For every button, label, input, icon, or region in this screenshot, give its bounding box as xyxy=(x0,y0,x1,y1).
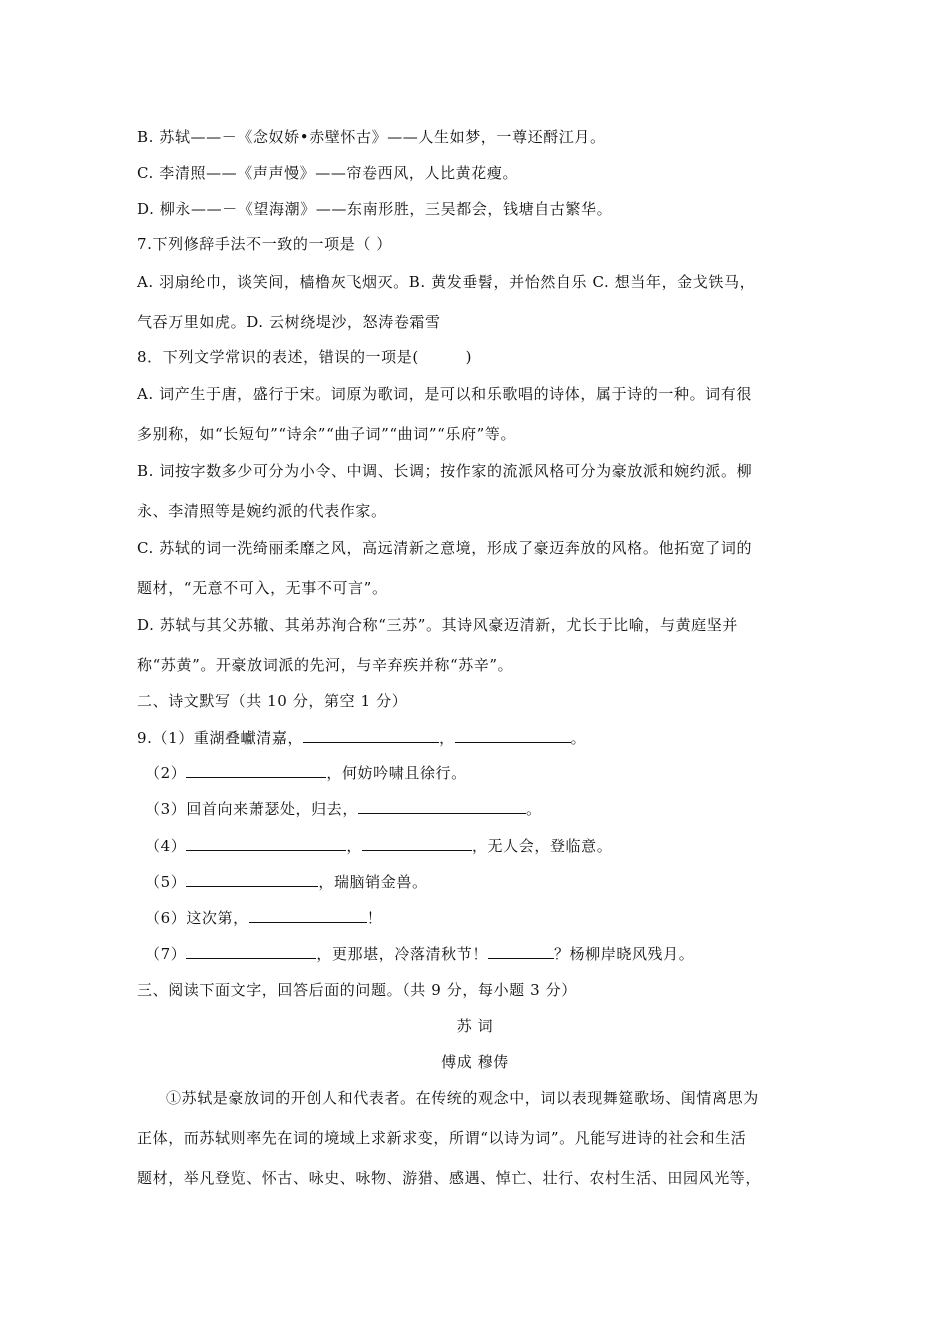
article-paragraph-line2: 正体，而苏轼则率先在词的境域上求新求变，所谓“以诗为词”。凡能写进诗的社会和生活 xyxy=(137,1129,747,1147)
answer-blank[interactable] xyxy=(186,872,318,887)
article-paragraph-line1: ①苏轼是豪放词的开创人和代表者。在传统的观念中，词以表现舞筵歌场、闺情离思为 xyxy=(166,1089,759,1107)
dictation-text: ， xyxy=(439,729,455,747)
dictation-text: 。 xyxy=(570,729,587,747)
q7-stem: 7.下列修辞手法不一致的一项是（ ） xyxy=(137,235,392,253)
dictation-line-2 xyxy=(145,763,467,783)
dictation-text: ，瑞脑销金兽。 xyxy=(318,873,428,891)
dictation-line-7 xyxy=(145,944,694,964)
dictation-text: （3）回首向来萧瑟处，归去， xyxy=(145,800,358,818)
q8-option-c-line2: 题材，“无意不可入，无事不可言”。 xyxy=(137,579,388,597)
q7-options-line2: 气吞万里如虎。D. 云树绕堤沙，怒涛卷霜雪 xyxy=(137,313,441,331)
dictation-text: ，无人会，登临意。 xyxy=(471,837,613,855)
dictation-text: ？杨柳岸晓风残月。 xyxy=(553,945,695,963)
dictation-line-4 xyxy=(145,836,612,856)
dictation-text: （2） xyxy=(145,764,187,782)
q6-option-c: C. 李清照——《声声慢》——帘卷西风，人比黄花瘦。 xyxy=(137,164,519,182)
q8-option-a-line2: 多别称，如“长短句”“诗余”“曲子词”“曲词”“乐府”等。 xyxy=(137,425,517,443)
q6-option-b: B. 苏轼——－《念奴娇•赤壁怀古》——人生如梦，一尊还酹江月。 xyxy=(137,128,606,146)
section2-heading: 二、诗文默写（共 10 分，第空 1 分） xyxy=(137,692,408,710)
dictation-text: ，更那堪，冷落清秋节！ xyxy=(316,945,488,963)
dictation-line-3 xyxy=(145,799,542,819)
dictation-text: （4） xyxy=(145,837,187,855)
q8-option-d-line2: 称“苏黄”。开豪放词派的先河，与辛弃疾并称“苏辛”。 xyxy=(137,656,514,674)
answer-blank[interactable] xyxy=(303,728,439,743)
dictation-line-5 xyxy=(145,872,428,892)
dictation-text: 9.（1）重湖叠巘清嘉， xyxy=(137,729,304,747)
answer-blank[interactable] xyxy=(186,944,316,959)
article-paragraph-line3: 题材，举凡登览、怀古、咏史、咏物、游猎、感遇、悼亡、壮行、农村生活、田园风光等， xyxy=(137,1169,762,1187)
q7-options-line1: A. 羽扇纶巾，谈笑间，樯橹灰飞烟灭。B. 黄发垂髫，并怡然自乐 C. 想当年，金戈铁马， xyxy=(137,273,756,291)
q8-stem: 8．下列文学常识的表述，错误的一项是( ) xyxy=(137,348,473,366)
dictation-line-6 xyxy=(145,908,382,928)
dictation-text: （6）这次第， xyxy=(145,909,249,927)
section3-heading: 三、阅读下面文字，回答后面的问题。（共 9 分，每小题 3 分） xyxy=(137,981,577,999)
answer-blank[interactable] xyxy=(186,763,326,778)
dictation-text: （5） xyxy=(145,873,187,891)
answer-blank[interactable] xyxy=(362,836,472,851)
dictation-text: ， xyxy=(346,837,362,855)
q8-option-b-line2: 永、李清照等是婉约派的代表作家。 xyxy=(137,502,387,520)
dictation-text: ！ xyxy=(366,909,383,927)
q8-option-d-line1: D. 苏轼与其父苏辙、其弟苏洵合称“三苏”。其诗风豪迈清新，尤长于比喻，与黄庭坚并 xyxy=(137,616,738,634)
answer-blank[interactable] xyxy=(249,908,367,923)
answer-blank[interactable] xyxy=(455,728,571,743)
answer-blank[interactable] xyxy=(488,944,554,959)
q8-option-c-line1: C. 苏轼的词一洗绮丽柔靡之风，高远清新之意境，形成了豪迈奔放的风格。他拓宽了词的 xyxy=(137,539,753,557)
dictation-line-1 xyxy=(137,728,586,748)
article-author: 傅成 穆俦 xyxy=(441,1053,509,1071)
answer-blank[interactable] xyxy=(358,799,526,814)
q8-option-b-line1: B. 词按字数多少可分为小令、中调、长调；按作家的流派风格可分为豪放派和婉约派。柳 xyxy=(137,462,753,480)
q8-option-a-line1: A. 词产生于唐，盛行于宋。词原为歌词，是可以和乐歌唱的诗体，属于诗的一种。词有很 xyxy=(137,385,752,403)
dictation-text: 。 xyxy=(525,800,542,818)
article-title: 苏 词 xyxy=(456,1017,494,1035)
dictation-text: （7） xyxy=(145,945,187,963)
q6-option-d: D. 柳永——－《望海潮》——东南形胜，三吴都会，钱塘自古繁华。 xyxy=(137,200,613,218)
answer-blank[interactable] xyxy=(186,836,346,851)
dictation-text: ，何妨吟啸且徐行。 xyxy=(326,764,467,782)
